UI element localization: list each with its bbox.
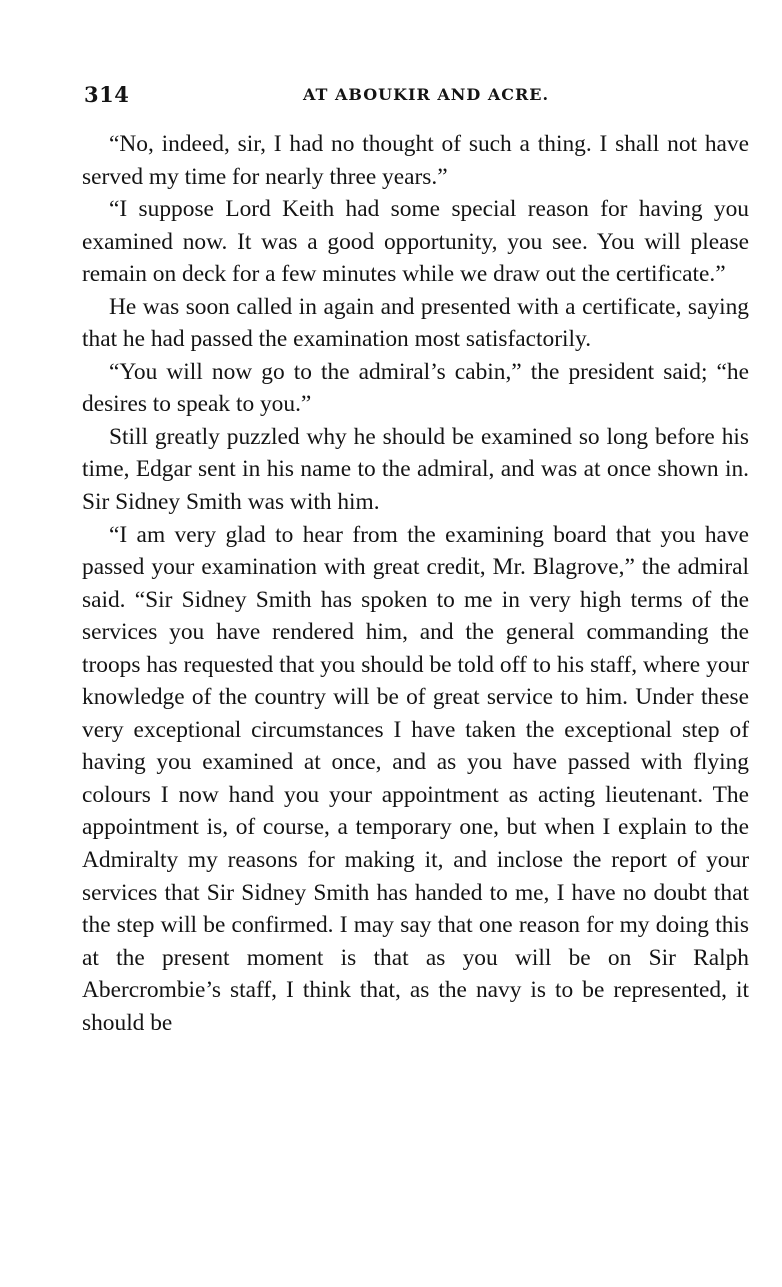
paragraph: “I am very glad to hear from the examining board that you have passed your examination with great credit, Mr. Blagrove,” the admiral said. “Sir Sidney Smith has spoken to me in very high terms of the services you have rendered him, and the general commanding the troops has requested that you should be told off to his staff, where your knowledge of the country will be of great service to him. Under these very exceptional circumstances I have taken the exceptional step of having you examined at once, and as you have passed with flying colours I now hand you your appointment as acting lieutenant. The appointment is, of course, a temporary one, but when I explain to the Admiralty my reasons for making it, and inclose the report of your services that Sir Sidney Smith has handed to me, I have no doubt that the step will be confirmed. I may say that one reason for my doing this at the present moment is that as you will be on Sir Ralph Abercrombie’s staff, I think that, as the navy is to be represented, it should be bbox=[82, 521, 749, 1036]
paragraph: Still greatly puzzled why he should be examined so long before his time, Edgar sent in his name to the admiral, and was at once shown in. Sir Sidney Smith was with him. bbox=[82, 423, 749, 516]
page-header bbox=[84, 82, 748, 112]
paragraph: “No, indeed, sir, I had no thought of such a thing. I shall not have served my time for nearly three years.” bbox=[82, 131, 749, 190]
paragraph: He was soon called in again and presented with a certificate, saying that he had passed the examination most satisfactorily. bbox=[82, 293, 749, 353]
paragraph: “You will now go to the admiral’s cabin,” the president said; “he desires to speak to you.” bbox=[82, 358, 749, 418]
running-head: AT ABOUKIR AND ACRE. bbox=[302, 85, 550, 104]
page-number: 314 bbox=[84, 82, 130, 107]
body-text bbox=[82, 128, 749, 1039]
paragraph: “I suppose Lord Keith had some special reason for having you examined now. It was a good opportunity, you see. You will please remain on deck for a few minutes while we draw out the certificate.” bbox=[82, 196, 749, 288]
